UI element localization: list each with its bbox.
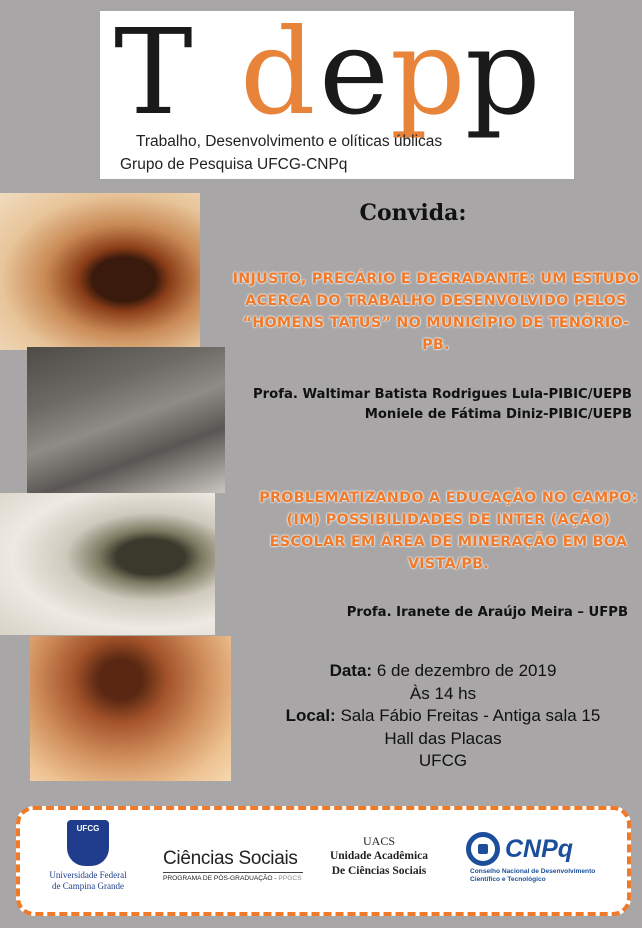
cnpq-line1: Conselho Nacional de Desenvolvimento xyxy=(470,868,596,875)
cnpq-mark-icon xyxy=(466,832,500,866)
cnpq-line2: Científico e Tecnológico xyxy=(470,876,546,883)
event-info xyxy=(248,660,638,773)
ciencias-sociais-title: Ciências Sociais xyxy=(163,848,298,869)
ciencias-sub-acronym: PPGCS xyxy=(278,875,302,882)
date-label: Data: xyxy=(329,661,373,680)
logo-letter-p-orange: p xyxy=(390,3,466,141)
event-place-line2: Hall das Placas xyxy=(384,728,502,748)
event-place-line3: UFCG xyxy=(418,751,468,770)
place-label: Local: xyxy=(285,706,336,725)
uacs-acronym: UACS xyxy=(362,834,395,848)
talk-1-authors xyxy=(232,385,632,425)
ciencias-sociais-subtitle xyxy=(163,872,303,882)
sponsors-footer xyxy=(16,806,631,916)
logo-letter-p-black: p xyxy=(465,3,541,141)
uacs-line1: Unidade Acadêmica xyxy=(329,850,429,862)
cnpq-subtitle xyxy=(470,868,616,884)
cave-worker-photo-3 xyxy=(0,493,215,635)
ciencias-sociais-logo xyxy=(163,848,303,882)
logo-tagline: Trabalho, Desenvolvimento e olíticas úblicas xyxy=(136,133,443,150)
ufcg-shield-icon xyxy=(67,820,109,866)
ciencias-sub-text: PROGRAMA DE PÓS-GRADUAÇÃO - xyxy=(163,875,279,882)
quarry-photo-2 xyxy=(27,347,225,493)
logo-letter-t: T xyxy=(114,3,193,141)
tdepp-logo xyxy=(100,3,574,179)
talk-2-title: PROBLEMATIZANDO A EDUCAÇÃO NO CAMPO: (IM) POSSIBILIDADES DE INTER (AÇÃO) ESCOLAR EM ÁREA DE MINERAÇÃO EM BOA VISTA/PB. xyxy=(259,490,638,572)
ufcg-shield-text: UFCG xyxy=(76,824,100,833)
uacs-line2: De Ciências Sociais xyxy=(331,865,427,877)
talk-1-author-2: Moniele de Fátima Diniz-PIBIC/UEPB xyxy=(364,407,632,422)
mine-shaft-photo-4 xyxy=(30,636,231,781)
place-value: Sala Fábio Freitas - Antiga sala 15 xyxy=(340,706,601,725)
uacs-logo xyxy=(320,834,438,879)
logo-letter-d: d xyxy=(240,3,316,141)
talk-2-authors xyxy=(228,603,628,623)
talk-2-author-1: Profa. Iranete de Araújo Meira – UFPB xyxy=(346,605,628,620)
event-date xyxy=(248,660,638,683)
ufcg-line2: de Campina Grande xyxy=(52,881,124,891)
ufcg-line1: Universidade Federal xyxy=(49,870,127,880)
logo-letter-e: e xyxy=(319,3,389,141)
event-time: Às 14 hs xyxy=(409,683,477,703)
ufcg-logo xyxy=(48,820,128,892)
talk-1-title: INJUSTO, PRECÁRIO E DEGRADANTE: UM ESTUDO ACERCA DO TRABALHO DESENVOLVIDO PELOS “HOMENS TATUS” NO MUNICÍPIO DE TENÓRIO-PB. xyxy=(232,271,640,353)
cnpq-logo xyxy=(466,832,616,884)
cnpq-name: CNPq xyxy=(505,834,574,863)
invitation-heading: Convida: xyxy=(359,200,467,226)
event-place xyxy=(248,705,638,728)
talk-1-author-1: Profa. Waltimar Batista Rodrigues Lula-PIBIC/UEPB xyxy=(253,387,632,402)
logo-group-name: Grupo de Pesquisa UFCG-CNPq xyxy=(120,156,348,173)
date-value: 6 de dezembro de 2019 xyxy=(376,661,557,680)
ufcg-label xyxy=(48,870,128,892)
